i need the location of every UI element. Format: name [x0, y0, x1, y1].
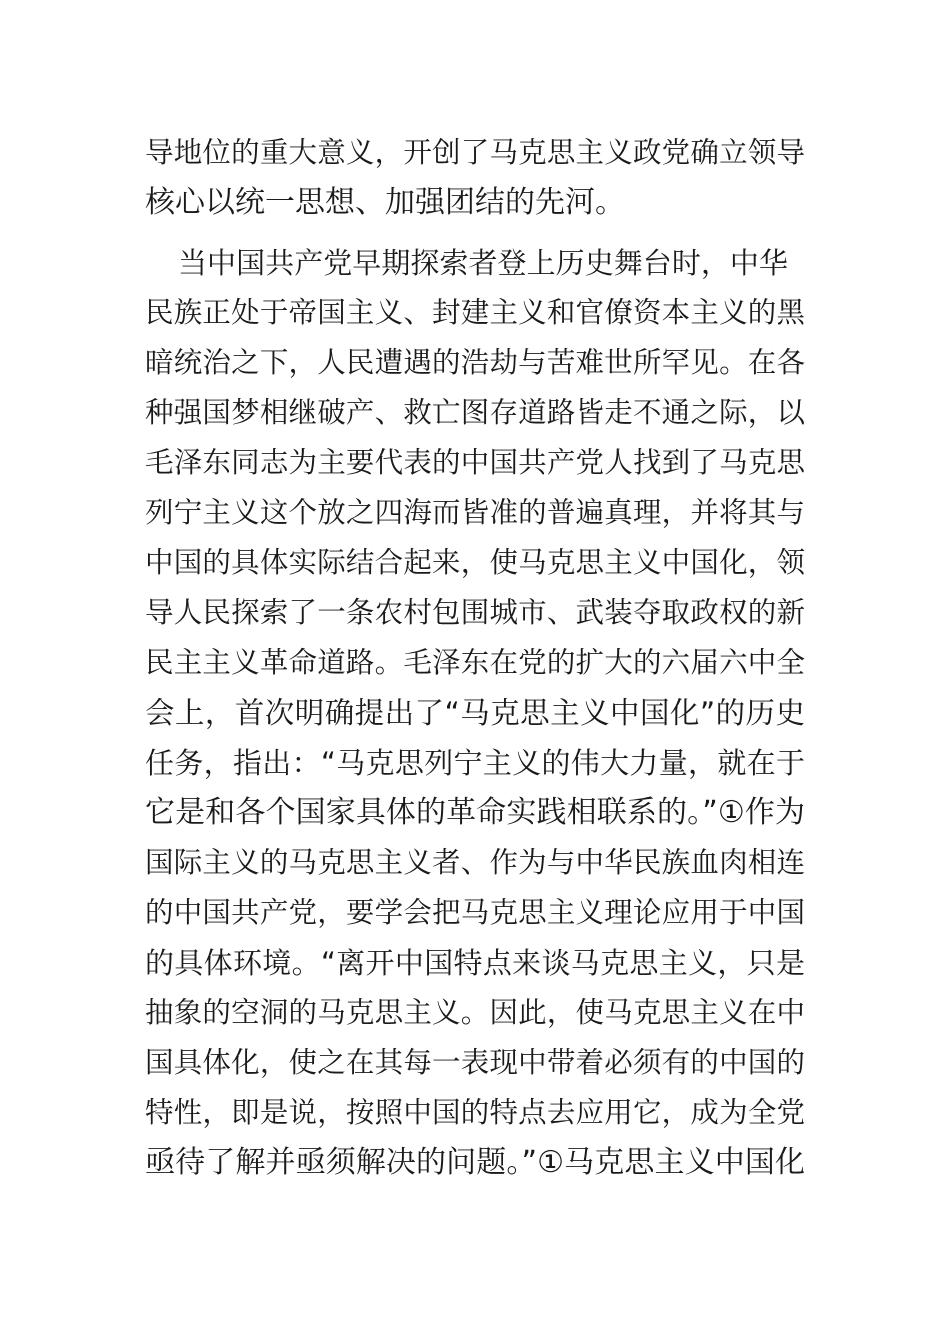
paragraph-2-line-5: 毛泽东同志为主要代表的中国共产党人找到了马克思 [145, 446, 805, 479]
paragraph-2-line-18: 特性，即是说，按照中国的特点去应用它，成为全党 [145, 1096, 805, 1129]
paragraph-2-line-6: 列宁主义这个放之四海而皆准的普遍真理，并将其与 [145, 496, 805, 529]
paragraph-2-line-8: 导人民探索了一条农村包围城市、武装夺取政权的新 [145, 596, 805, 629]
paragraph-1-line-2: 核心以统一思想、加强团结的先河。 [145, 185, 625, 220]
paragraph-2-line-1: 当中国共产党早期探索者登上历史舞台时，中华 [178, 246, 788, 280]
paragraph-2-line-12: 它是和各个国家具体的革命实践相联系的。”①作为 [145, 795, 805, 830]
paragraph-2-line-14: 的中国共产党，要学会把马克思主义理论应用于中国 [145, 896, 805, 929]
paragraph-1-line-1: 导地位的重大意义，开创了马克思主义政党确立领导 [145, 136, 805, 169]
paragraph-2-line-7: 中国的具体实际结合起来，使马克思主义中国化，领 [145, 546, 805, 579]
paragraph-2-line-3: 暗统治之下，人民遭遇的浩劫与苦难世所罕见。在各 [145, 346, 805, 379]
paragraph-2-line-11: 任务，指出：“马克思列宁主义的伟大力量，就在于 [145, 746, 805, 780]
paragraph-2-line-17: 国具体化，使之在其每一表现中带着必须有的中国的 [145, 1046, 805, 1079]
paragraph-2-line-19: 亟待了解并亟须解决的问题。”①马克思主义中国化 [145, 1145, 805, 1180]
paragraph-2-line-13: 国际主义的马克思主义者、作为与中华民族血肉相连 [145, 846, 805, 879]
paragraph-2-line-10: 会上，首次明确提出了“马克思主义中国化”的历史 [145, 696, 805, 730]
paragraph-2-line-15: 的具体环境。“离开中国特点来谈马克思主义，只是 [145, 946, 805, 980]
paragraph-2-line-2: 民族正处于帝国主义、封建主义和官僚资本主义的黑 [145, 296, 805, 329]
paragraph-2-line-16: 抽象的空洞的马克思主义。因此，使马克思主义在中 [145, 996, 805, 1029]
paragraph-2-line-4: 种强国梦相继破产、救亡图存道路皆走不通之际，以 [145, 396, 805, 429]
paragraph-2-line-9: 民主主义革命道路。毛泽东在党的扩大的六届六中全 [145, 646, 805, 679]
